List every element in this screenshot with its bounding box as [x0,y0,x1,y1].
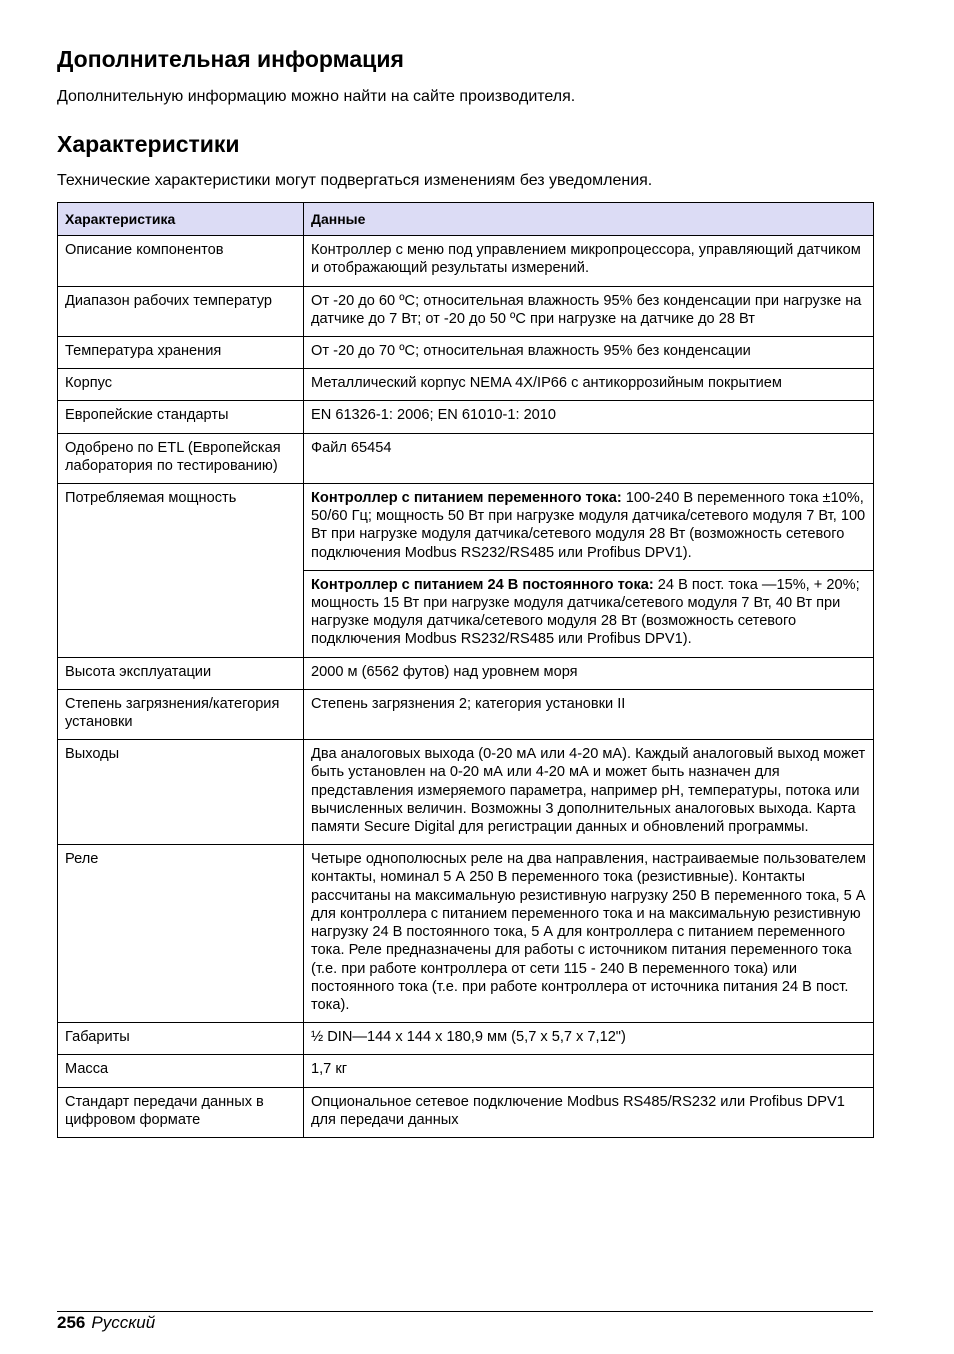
column-header-data: Данные [304,203,874,236]
row-value: ½ DIN—144 x 144 x 180,9 мм (5,7 x 5,7 x 7,12") [304,1023,874,1055]
dc-controller-text: 24 В пост. тока —15%, + 20%; мощность 15 Вт при нагрузке модуля датчика/сетевого модуля 7 Вт, 40 Вт при нагрузке модуля датчика/сетевого модуля 28 Вт (возможность сетевого подключения Modbus RS232/RS485 или Profibus DPV1). [311,576,860,648]
ac-controller-label: Контроллер с питанием переменного тока: [311,490,622,507]
table-row [58,401,874,433]
table-row [58,740,874,845]
table-row [58,337,874,369]
specifications-note: Технические характеристики могут подвергаться изменениям без уведомления. [57,172,653,189]
row-value: Контроллер с меню под управлением микропроцессора, управляющий датчиком и отображающий результаты измерений. [304,236,874,286]
row-value: Металлический корпус NEMA 4X/IP66 с антикоррозийным покрытием [304,369,874,401]
table-row [58,1023,874,1055]
row-label: Реле [58,845,304,1023]
specifications-table [57,202,874,1138]
row-label: Масса [58,1055,304,1087]
row-label: Потребляемая мощность [58,484,304,658]
row-label: Описание компонентов [58,236,304,286]
dc-controller-label: Контроллер с питанием 24 В постоянного тока: [311,576,654,593]
row-label: Температура хранения [58,337,304,369]
ac-controller-text: 100-240 В переменного тока ±10%, 50/60 Гц; мощность 50 Вт при нагрузке модуля датчика/сетевого модуля 7 Вт, 100 Вт при нагрузке модуля датчика/сетевого модуля 28 Вт (возможность сетевого подключения Modbus RS232/RS485 или Profibus DPV1). [311,490,866,561]
table-row [58,484,874,571]
table-row [58,286,874,336]
table-row [58,369,874,401]
row-label: Корпус [58,369,304,401]
table-row [58,1055,874,1087]
section-title-additional-info: Дополнительная информация [57,46,404,72]
row-value: Степень загрязнения 2; категория установки II [304,689,874,739]
row-value: 1,7 кг [304,1055,874,1087]
table-row [58,689,874,739]
row-value: Файл 65454 [304,433,874,483]
row-label: Диапазон рабочих температур [58,286,304,336]
section-title-specifications: Характеристики [57,131,240,157]
row-label: Выходы [58,740,304,845]
row-label: Одобрено по ETL (Европейская лаборатория по тестированию) [58,433,304,483]
column-header-characteristic: Характеристика [58,203,304,236]
page-footer [57,1313,155,1333]
table-row [58,433,874,483]
table-row [58,845,874,1023]
additional-info-text: Дополнительную информацию можно найти на сайте производителя. [57,88,576,105]
table-row [58,657,874,689]
row-label: Стандарт передачи данных в цифровом формате [58,1087,304,1137]
row-value-dc [304,570,874,657]
row-value-ac [304,484,874,571]
row-value: Два аналоговых выхода (0-20 мА или 4-20 мА). Каждый аналоговый выход может быть установлен на 0-20 мА или 4-20 мА и может быть назначен для представления измеряемого параметра, например pH, температуры, потока или вычисленных величин. Возможны 3 дополнительных аналоговых выхода. Карта памяти Secure Digital для регистрации данных и обновлений программы. [304,740,874,845]
row-value: Опциональное сетевое подключение Modbus RS485/RS232 или Profibus DPV1 для передачи данных [304,1087,874,1137]
table-header-row [58,203,874,236]
footer-divider [57,1311,873,1312]
row-label: Степень загрязнения/категория установки [58,689,304,739]
row-label: Высота эксплуатации [58,657,304,689]
row-value: EN 61326-1: 2006; EN 61010-1: 2010 [304,401,874,433]
row-value: 2000 м (6562 футов) над уровнем моря [304,657,874,689]
row-label: Габариты [58,1023,304,1055]
row-value: Четыре однополюсных реле на два направления, настраиваемые пользователем контакты, номинал 5 А 250 В переменного тока (резистивные). Контакты рассчитаны на максимальную резистивную нагрузку 250 В переменного тока, 5 А для контроллера с питанием переменного тока и на максимальную резистивную нагрузку 24 В постоянного тока, 5 А для контроллера с питанием переменного тока. Реле предназначены для работы с источником питания переменного тока (т.е. при работе контроллера от сети 115 - 240 В переменного тока) или постоянного тока (т.е. при работе контроллера от источника питания 24 В пост. тока). [304,845,874,1023]
page-number: 256 [57,1313,86,1332]
row-value: От -20 до 60 ºC; относительная влажность 95% без конденсации при нагрузке на датчике до 7 Вт; от -20 до 50 ºC при нагрузке на датчике до 28 Вт [304,286,874,336]
footer-language: Русский [91,1313,156,1332]
table-row [58,1087,874,1137]
table-row [58,236,874,286]
row-label: Европейские стандарты [58,401,304,433]
row-value: От -20 до 70 ºC; относительная влажность 95% без конденсации [304,337,874,369]
